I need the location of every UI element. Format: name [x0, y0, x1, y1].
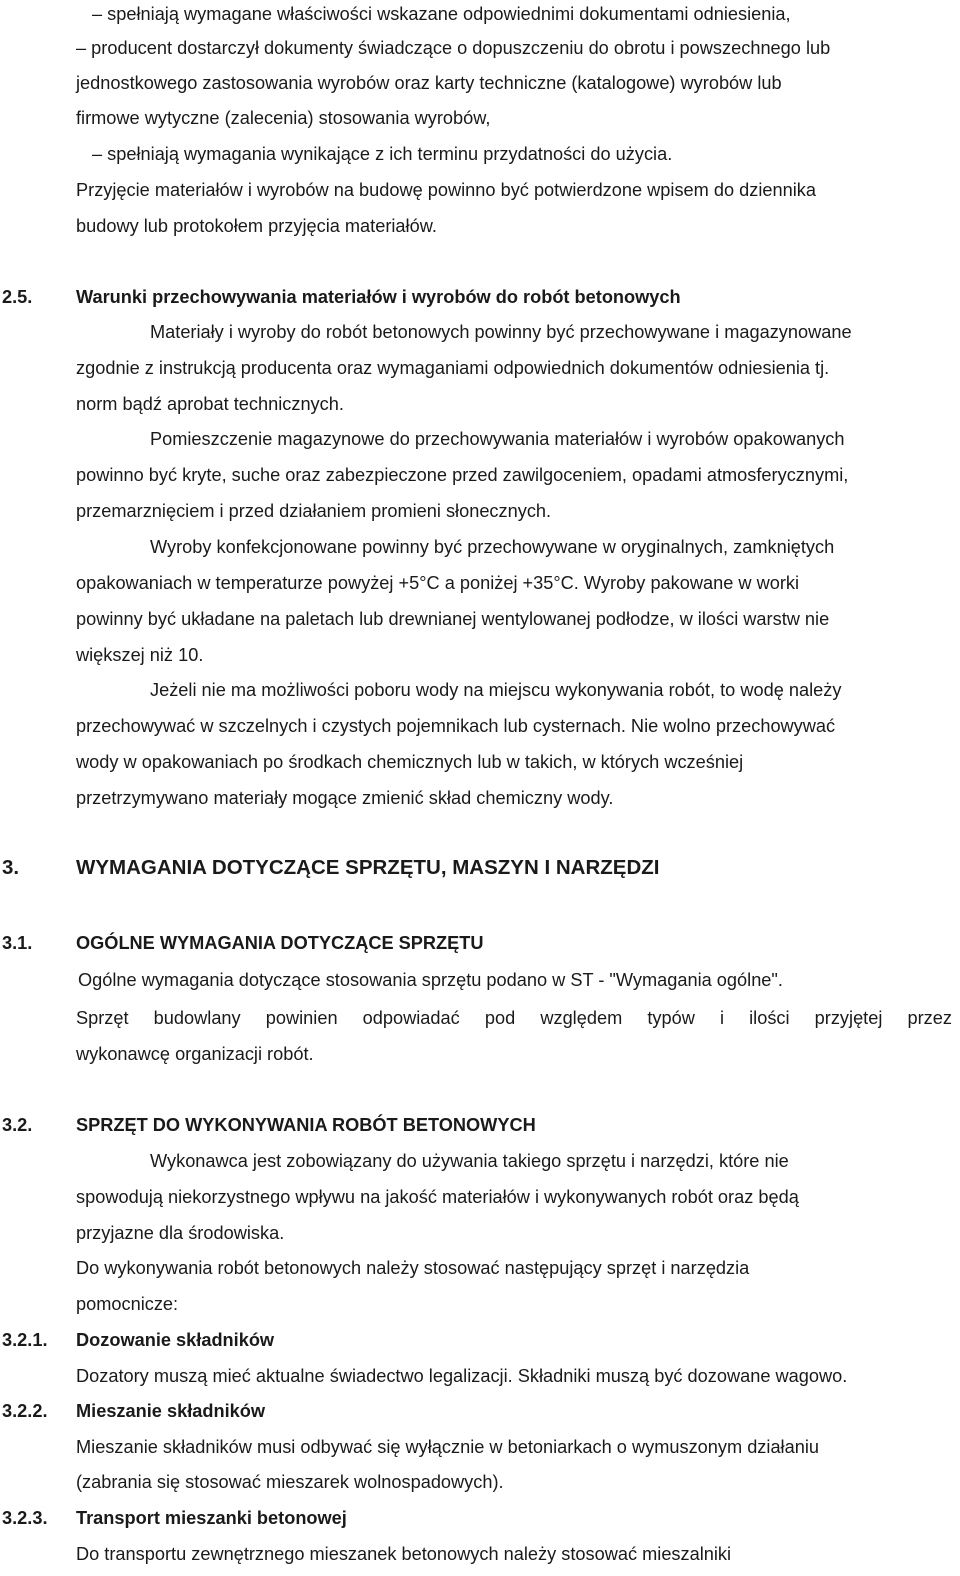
- section-number: 3.2.3.: [2, 1508, 48, 1528]
- section-heading: Mieszanie składników: [76, 1401, 266, 1421]
- paragraph-line: powinny być układane na paletach lub drewnianej wentylowanej podłodze, w ilości warstw nie: [76, 609, 830, 629]
- paragraph-line: przemarznięciem i przed działaniem promieni słonecznych.: [76, 501, 552, 521]
- paragraph-line: przetrzymywano materiały mogące zmienić skład chemiczny wody.: [76, 788, 614, 808]
- paragraph-line: norm bądź aprobat technicznych.: [76, 394, 344, 414]
- paragraph-line: pomocnicze:: [76, 1294, 179, 1314]
- list-item: – spełniają wymagania wynikające z ich terminu przydatności do użycia.: [92, 144, 673, 164]
- paragraph-line: Dozatory muszą mieć aktualne świadectwo legalizacji. Składniki muszą być dozowane wagowo.: [76, 1366, 848, 1386]
- paragraph-line: Wykonawca jest zobowiązany do używania takiego sprzętu i narzędzi, które nie: [150, 1151, 789, 1171]
- section-heading: OGÓLNE WYMAGANIA DOTYCZĄCE SPRZĘTU: [76, 933, 484, 953]
- section-number: 2.5.: [2, 287, 33, 307]
- paragraph-line: Przyjęcie materiałów i wyrobów na budowę powinno być potwierdzone wpisem do dziennika: [76, 180, 817, 200]
- paragraph-line: przechowywać w szczelnych i czystych pojemnikach lub cysternach. Nie wolno przechowywać: [76, 716, 836, 736]
- paragraph-line: wykonawcę organizacji robót.: [76, 1044, 314, 1064]
- paragraph-line: opakowaniach w temperaturze powyżej +5°C a poniżej +35°C. Wyroby pakowane w worki: [76, 573, 800, 593]
- paragraph-line: Wyroby konfekcjonowane powinny być przechowywane w oryginalnych, zamkniętych: [150, 537, 835, 557]
- paragraph-line: spowodują niekorzystnego wpływu na jakość materiałów i wykonywanych robót oraz będą: [76, 1187, 799, 1207]
- paragraph-line: Do transportu zewnętrznego mieszanek betonowych należy stosować mieszalniki: [76, 1544, 732, 1564]
- section-heading: Warunki przechowywania materiałów i wyrobów do robót betonowych: [76, 287, 681, 307]
- list-item-continuation: jednostkowego zastosowania wyrobów oraz karty techniczne (katalogowe) wyrobów lub: [76, 73, 782, 93]
- list-item: – producent dostarczył dokumenty świadczące o dopuszczeniu do obrotu i powszechnego lub: [76, 38, 831, 58]
- paragraph-line: Ogólne wymagania dotyczące stosowania sprzętu podano w ST - "Wymagania ogólne".: [78, 970, 783, 990]
- paragraph-line: powinno być kryte, suche oraz zabezpieczone przed zawilgoceniem, opadami atmosferycznymi,: [76, 465, 849, 485]
- section-heading: SPRZĘT DO WYKONYWANIA ROBÓT BETONOWYCH: [76, 1115, 536, 1135]
- paragraph-line: zgodnie z instrukcją producenta oraz wymaganiami odpowiednich dokumentów odniesienia tj.: [76, 358, 830, 378]
- list-item: – spełniają wymagane właściwości wskazane odpowiednimi dokumentami odniesienia,: [92, 4, 791, 24]
- paragraph-line: budowy lub protokołem przyjęcia materiałów.: [76, 216, 437, 236]
- list-item-continuation: firmowe wytyczne (zalecenia) stosowania wyrobów,: [76, 108, 491, 128]
- paragraph-line: większej niż 10.: [76, 645, 204, 665]
- paragraph-line: Mieszanie składników musi odbywać się wyłącznie w betoniarkach o wymuszonym działaniu: [76, 1437, 819, 1457]
- section-heading: WYMAGANIA DOTYCZĄCE SPRZĘTU, MASZYN I NARZĘDZI: [76, 856, 660, 879]
- paragraph-line: Jeżeli nie ma możliwości poboru wody na miejscu wykonywania robót, to wodę należy: [150, 680, 842, 700]
- section-number: 3.2.2.: [2, 1401, 48, 1421]
- paragraph-line: Sprzęt budowlany powinien odpowiadać pod względem typów i ilości przyjętej przez: [76, 1008, 952, 1028]
- paragraph-line: (zabrania się stosować mieszarek wolnospadowych).: [76, 1472, 504, 1492]
- section-heading: Transport mieszanki betonowej: [76, 1508, 347, 1528]
- section-number: 3.2.1.: [2, 1330, 48, 1350]
- paragraph-line: wody w opakowaniach po środkach chemicznych lub w takich, w których wcześniej: [76, 752, 744, 772]
- section-heading: Dozowanie składników: [76, 1330, 275, 1350]
- paragraph-line: Do wykonywania robót betonowych należy stosować następujący sprzęt i narzędzia: [76, 1258, 750, 1278]
- section-number: 3.2.: [2, 1115, 33, 1135]
- section-number: 3.1.: [2, 933, 33, 953]
- section-number: 3.: [2, 856, 20, 879]
- paragraph-line: Pomieszczenie magazynowe do przechowywania materiałów i wyrobów opakowanych: [150, 429, 845, 449]
- paragraph-line: przyjazne dla środowiska.: [76, 1223, 285, 1243]
- paragraph-line: Materiały i wyroby do robót betonowych powinny być przechowywane i magazynowane: [150, 322, 852, 342]
